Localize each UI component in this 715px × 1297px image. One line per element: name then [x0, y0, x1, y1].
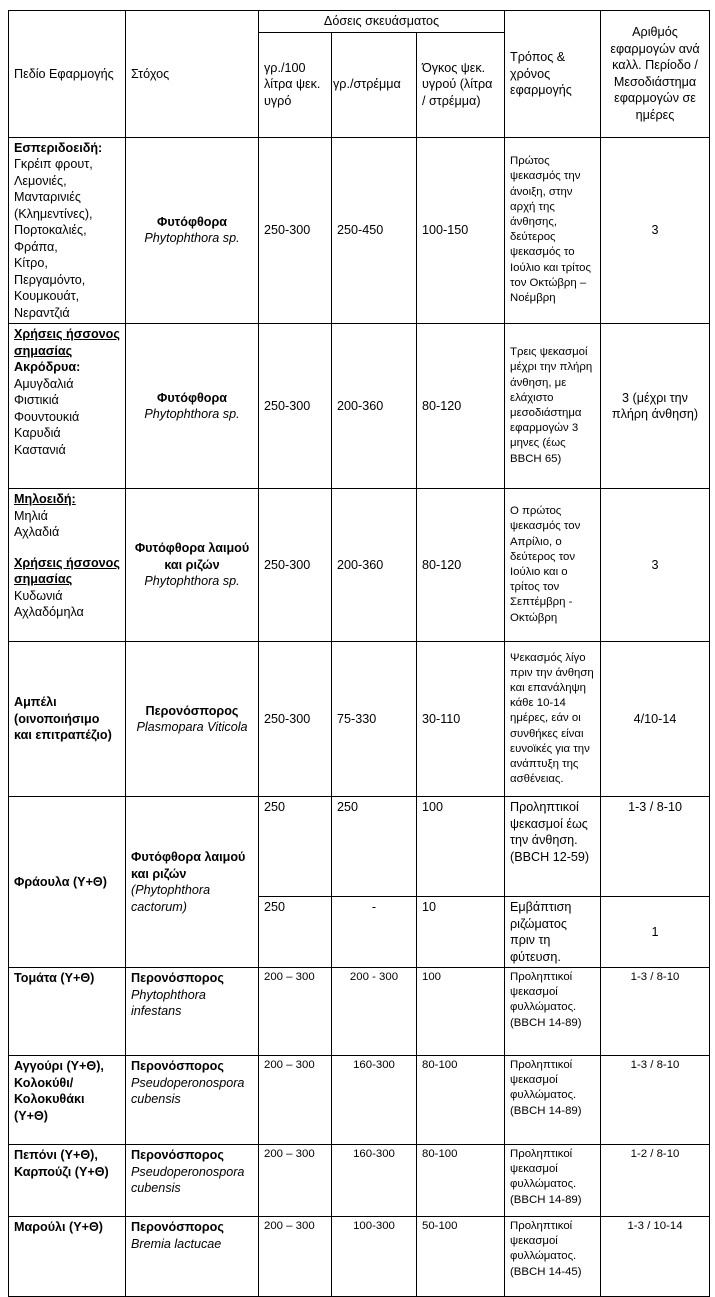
method: Προληπτικοί ψεκασμοί φυλλώματος. (BBCH 14-89) — [505, 1145, 601, 1217]
table-row — [9, 642, 710, 797]
applications: 4/10-14 — [601, 642, 710, 797]
field-title: Τομάτα (Υ+Θ) — [9, 968, 126, 1056]
dose-per-stremma: 100-300 — [332, 1217, 417, 1297]
applications: 1-3 / 8-10 — [601, 1056, 710, 1145]
volume: 80-100 — [417, 1056, 505, 1145]
dosage-table — [8, 10, 710, 1297]
header-doses-group: Δόσεις σκευάσματος — [259, 11, 505, 33]
field-title: Εσπεριδοειδή: — [14, 140, 103, 155]
crop-name: Κουμκουάτ, — [14, 289, 80, 303]
header-target: Στόχος — [126, 11, 259, 138]
crop-name: Αχλαδόμηλα — [14, 605, 84, 619]
dose-per-stremma: 75-330 — [332, 642, 417, 797]
dose-per100: 200 – 300 — [259, 1145, 332, 1217]
volume: 100 — [417, 968, 505, 1056]
header-applications: Αριθμός εφαρμογών ανά καλλ. Περίοδο / Μεσοδιάστημα εφαρμογών σε ημέρες — [601, 11, 710, 138]
dose-per100: 250-300 — [259, 324, 332, 489]
target-latin: (Phytophthora cactorum) — [131, 883, 211, 914]
method: Προληπτικοί ψεκασμοί φυλλώματος. (BBCH 14-89) — [505, 968, 601, 1056]
crop-name: Πορτοκαλιές, — [14, 223, 87, 237]
dose-per-stremma: 200 - 300 — [332, 968, 417, 1056]
target-latin: Phytophthora infestans — [131, 987, 206, 1018]
table-row — [9, 1145, 710, 1217]
table-row — [9, 968, 710, 1056]
table-row — [9, 324, 710, 489]
target-name: Περονόσπορος — [131, 1059, 224, 1073]
table-row — [9, 489, 710, 642]
header-dose-per-stremma: γρ./στρέμμα — [332, 32, 417, 137]
crop-name: Μηλιά — [14, 508, 48, 523]
target-latin: Bremia lactucae — [131, 1236, 222, 1251]
crop-name: Γκρέιπ φρουτ, — [14, 157, 93, 171]
header-dose-per100: γρ./100 λίτρα ψεκ. υγρό — [259, 32, 332, 137]
table-row — [9, 1217, 710, 1297]
crop-name: Λεμονιές, — [14, 173, 67, 188]
header-method: Τρόπος & χρόνος εφαρμογής — [505, 11, 601, 138]
dose-per100: 250 — [259, 797, 332, 897]
applications: 1-3 / 8-10 — [601, 797, 710, 897]
field-title: Αγγούρι (Υ+Θ), Κολοκύθι/ Κολοκυθάκι (Υ+Θ) — [9, 1056, 126, 1145]
target-name: Φυτόφθορα — [156, 390, 228, 405]
field-title: Αμπέλι (οινοποιήσιμο και επιτραπέζιο) — [9, 642, 126, 797]
dose-per-stremma: 250-450 — [332, 137, 417, 324]
crop-name: Καστανιά — [14, 442, 66, 457]
table-row — [9, 1056, 710, 1145]
dose-per100: 250 — [259, 897, 332, 968]
target-name: Φυτόφθορα — [156, 214, 228, 229]
target-cell — [126, 1056, 259, 1145]
crop-name: Φιστικιά — [14, 393, 59, 407]
dose-per100: 250-300 — [259, 489, 332, 642]
minor-uses-label: Χρήσεις ήσσονος σημασίας — [14, 327, 120, 358]
volume: 100-150 — [417, 137, 505, 324]
applications: 3 (μέχρι την πλήρη άνθηση) — [601, 324, 710, 489]
applications: 3 — [601, 137, 710, 324]
target-cell — [126, 1145, 259, 1217]
dose-per-stremma: 250 — [332, 797, 417, 897]
target-latin: Phytophthora sp. — [144, 407, 240, 421]
field-title: Μηλοειδή: — [14, 492, 76, 506]
dose-per100: 200 – 300 — [259, 1056, 332, 1145]
method: Προληπτικοί ψεκασμοί φυλλώματος. (BBCH 14-89) — [505, 1056, 601, 1145]
crop-name: Μανταρινιές (Κλημεντίνες), — [14, 190, 93, 221]
target-latin: Phytophthora sp. — [144, 574, 240, 589]
target-name: Περονόσπορος — [131, 1148, 224, 1162]
target-cell — [126, 797, 259, 968]
applications: 3 — [601, 489, 710, 642]
volume: 30-110 — [417, 642, 505, 797]
crop-name: Αχλαδιά — [14, 525, 60, 539]
crop-name: Περγαμόντο, — [14, 272, 86, 287]
method: Προληπτικοί ψεκασμοί φυλλώματος. (BBCH 14-45) — [505, 1217, 601, 1297]
crop-name: Φράπα, — [14, 239, 58, 254]
field-title: Πεπόνι (Υ+Θ), Καρπούζι (Υ+Θ) — [9, 1145, 126, 1217]
crop-name: Αμυγδαλιά — [14, 376, 74, 391]
applications: 1-3 / 10-14 — [601, 1217, 710, 1297]
crop-name: Καρυδιά — [14, 426, 61, 440]
applications: 1-2 / 8-10 — [601, 1145, 710, 1217]
target-latin: Pseudoperonospora cubensis — [131, 1164, 245, 1195]
target-name: Φυτόφθορα λαιμού και ριζών — [131, 850, 246, 881]
target-cell — [126, 324, 259, 489]
volume: 80-120 — [417, 324, 505, 489]
header-field: Πεδίο Εφαρμογής — [9, 11, 126, 138]
field-title: Φράουλα (Υ+Θ) — [9, 797, 126, 968]
field-cell — [9, 489, 126, 642]
crop-name: Κυδωνιά — [14, 588, 63, 603]
target-name: Περονόσπορος — [131, 1220, 224, 1234]
minor-uses-label: Χρήσεις ήσσονος σημασίας — [14, 555, 120, 586]
table-row — [9, 797, 710, 897]
volume: 10 — [417, 897, 505, 968]
target-latin: Phytophthora sp. — [144, 231, 240, 246]
method: Τρεις ψεκασμοί μέχρι την πλήρη άνθηση, με ελάχιστο μεσοδιάστημα εφαρμογών 3 μηνες (έως BBCH 65) — [505, 324, 601, 489]
dose-per100: 250-300 — [259, 642, 332, 797]
field-title: Μαρούλι (Υ+Θ) — [9, 1217, 126, 1297]
target-name: Περονόσπορος — [145, 703, 239, 718]
target-name: Περονόσπορος — [131, 971, 224, 985]
dose-per-stremma: 160-300 — [332, 1056, 417, 1145]
method: Προληπτικοί ψεκασμοί έως την άνθηση. (BBCH 12-59) — [505, 797, 601, 897]
volume: 80-100 — [417, 1145, 505, 1217]
target-latin: Pseudoperonospora cubensis — [131, 1075, 245, 1106]
volume: 50-100 — [417, 1217, 505, 1297]
method: Ψεκασμός λίγο πριν την άνθηση και επανάληψη κάθε 10-14 ημέρες, εάν οι συνθήκες είναι ευνοϊκές για την ανάπτυξη της ασθένειας. — [505, 642, 601, 797]
crop-name: Φουντουκιά — [14, 409, 80, 424]
applications: 1 — [601, 897, 710, 968]
volume: 100 — [417, 797, 505, 897]
dose-per-stremma: 200-360 — [332, 324, 417, 489]
dose-per-stremma: - — [332, 897, 417, 968]
method: Εμβάπτιση ριζώματος πριν τη φύτευση. — [505, 897, 601, 968]
field-cell — [9, 324, 126, 489]
applications: 1-3 / 8-10 — [601, 968, 710, 1056]
target-cell — [126, 1217, 259, 1297]
header-volume: Όγκος ψεκ. υγρού (λίτρα / στρέμμα) — [417, 32, 505, 137]
dose-per100: 250-300 — [259, 137, 332, 324]
table-row — [9, 137, 710, 324]
dose-per100: 200 – 300 — [259, 968, 332, 1056]
crop-name: Νεραντζιά — [14, 305, 70, 320]
target-cell — [126, 489, 259, 642]
field-cell — [9, 137, 126, 324]
target-cell — [126, 968, 259, 1056]
target-cell — [126, 642, 259, 797]
target-cell — [126, 137, 259, 324]
crop-name: Κίτρο, — [14, 256, 48, 270]
method: Πρώτος ψεκασμός την άνοιξη, στην αρχή της άνθησης, δεύτερος ψεκασμός το Ιούλιο και τρίτος τον Οκτώβρη – Νοέμβρη — [505, 137, 601, 324]
field-title: Ακρόδρυα: — [14, 360, 81, 374]
dose-per-stremma: 200-360 — [332, 489, 417, 642]
dose-per100: 200 – 300 — [259, 1217, 332, 1297]
dose-per-stremma: 160-300 — [332, 1145, 417, 1217]
method: Ο πρώτος ψεκασμός τον Απρίλιο, ο δεύτερος τον Ιούλιο και ο τρίτος τον Σεπτέμβρη - Οκτώβρη — [505, 489, 601, 642]
volume: 80-120 — [417, 489, 505, 642]
target-latin: Plasmopara Viticola — [136, 720, 248, 734]
target-name: Φυτόφθορα λαιμού και ριζών — [134, 541, 250, 572]
